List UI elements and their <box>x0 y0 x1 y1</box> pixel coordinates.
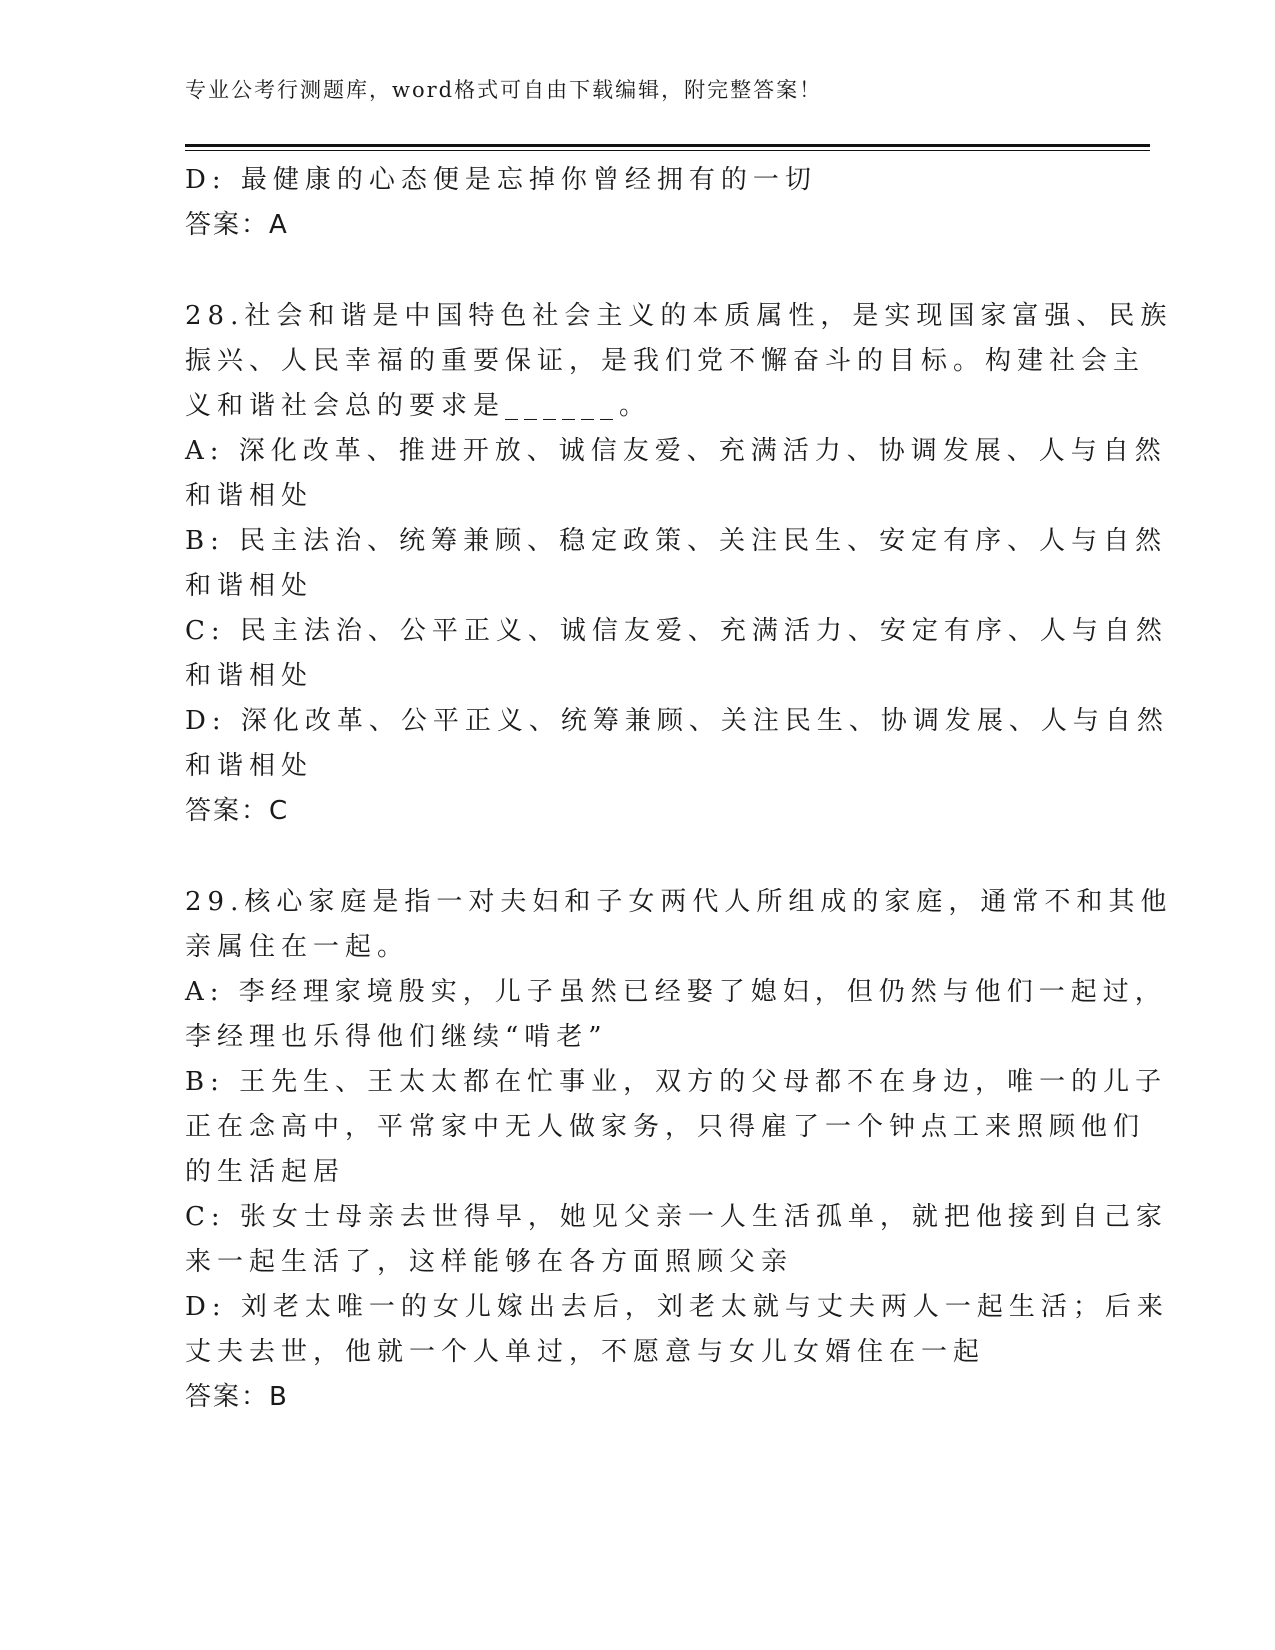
q29-option-d-cont: 丈夫去世，他就一个人单过，不愿意与女儿女婿住在一起 <box>185 1337 986 1367</box>
question-28 <box>185 294 1173 834</box>
q29-option-b-cont: 正在念高中，平常家中无人做家务，只得雇了一个钟点工来照顾他们 <box>185 1112 1146 1142</box>
q28-option-a: A: 深化改革、推进开放、诚信友爱、充满活力、协调发展、人与自然 <box>185 436 1167 466</box>
q29-option-d: D: 刘老太唯一的女儿嫁出去后，刘老太就与丈夫两人一起生活；后来 <box>185 1292 1169 1322</box>
q29-option-c: C: 张女士母亲去世得早，她见父亲一人生活孤单，就把他接到自己家 <box>185 1202 1168 1232</box>
q29-option-a: A: 李经理家境殷实，儿子虽然已经娶了媳妇，但仍然与他们一起过， <box>185 977 1167 1007</box>
q28-option-c: C: 民主法治、公平正义、诚信友爱、充满活力、安定有序、人与自然 <box>185 616 1168 646</box>
spacer <box>185 248 1085 294</box>
q28-stem-line: 振兴、人民幸福的重要保证，是我们党不懈奋斗的目标。构建社会主 <box>185 346 1146 376</box>
q28-option-a-cont: 和谐相处 <box>185 481 314 511</box>
q29-answer: 答案：B <box>185 1382 289 1412</box>
q29-stem-line: 29.核心家庭是指一对夫妇和子女两代人所组成的家庭，通常不和其他 <box>185 887 1173 917</box>
q29-option-a-cont: 李经理也乐得他们继续“啃老” <box>185 1022 608 1052</box>
q29-stem-line: 亲属住在一起。 <box>185 932 410 962</box>
q28-option-b: B: 民主法治、统筹兼顾、稳定政策、关注民生、安定有序、人与自然 <box>185 526 1168 556</box>
prev-option-d: D: 最健康的心态便是忘掉你曾经拥有的一切 <box>185 165 817 195</box>
prev-answer: 答案：A <box>185 210 289 240</box>
q28-option-d: D: 深化改革、公平正义、统筹兼顾、关注民生、协调发展、人与自然 <box>185 706 1169 736</box>
question-29 <box>185 880 1173 1420</box>
header-note: 专业公考行测题库，word格式可自由下载编辑，附完整答案！ <box>185 78 823 102</box>
header-rule-thick <box>185 144 1150 147</box>
q28-stem-line: 28.社会和谐是中国特色社会主义的本质属性，是实现国家富强、民族 <box>185 301 1173 331</box>
q28-option-c-cont: 和谐相处 <box>185 661 314 691</box>
q28-stem-line: 义和谐社会总的要求是______。 <box>185 391 652 421</box>
q28-option-b-cont: 和谐相处 <box>185 571 314 601</box>
q29-option-c-cont: 来一起生活了，这样能够在各方面照顾父亲 <box>185 1247 794 1277</box>
header-rule-thin <box>185 150 1150 151</box>
q29-option-b-cont: 的生活起居 <box>185 1157 346 1187</box>
q28-option-d-cont: 和谐相处 <box>185 751 314 781</box>
spacer <box>185 834 1085 880</box>
q29-option-b: B: 王先生、王太太都在忙事业，双方的父母都不在身边，唯一的儿子 <box>185 1067 1168 1097</box>
question-content <box>185 158 1173 1420</box>
q28-answer: 答案：C <box>185 796 290 826</box>
